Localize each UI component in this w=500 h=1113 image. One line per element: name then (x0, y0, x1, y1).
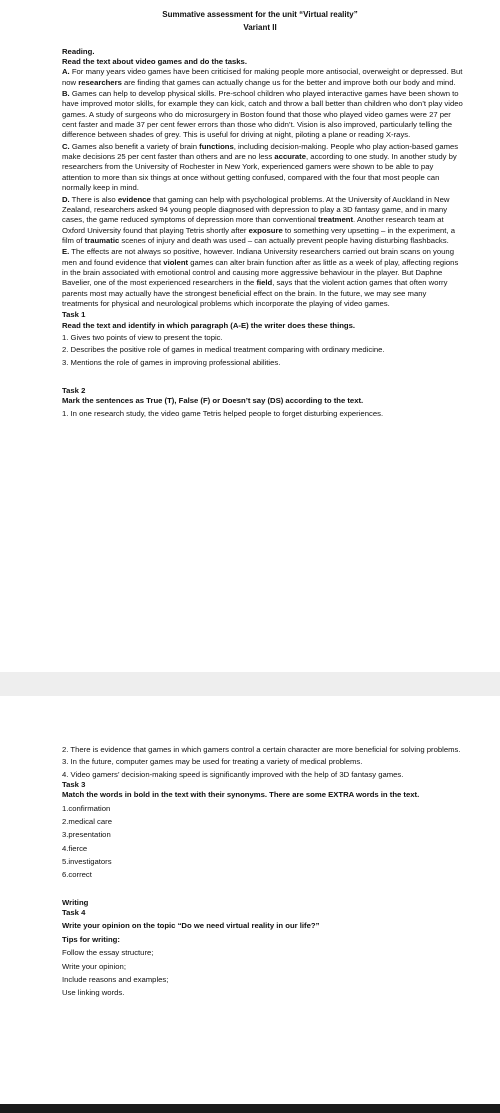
paragraph-text: For many years video games have been criticised for making people more antisocial, overweight or depressed. But now (62, 67, 463, 87)
synonym-item: 4.fierce (62, 843, 88, 853)
paragraph-text: Games can help to develop physical skills. Pre-school children who played interactive games have been shown to have improved motor skills, for example they can kick, catch and throw a ball better than children who don’t play video games. A study of surgeons who do microsurgery in Boston found that those who played video games were 27 per cent faster and made 37 per cent fewer errors than those who didn’t. Vision is also improved, particularly telling the difference between shades of grey. This is useful for driving at night, piloting a plane or reading X-rays. (62, 89, 463, 140)
document-variant: Variant II (243, 23, 277, 33)
tip-item: Include reasons and examples; (62, 974, 169, 984)
bold-word: functions (199, 141, 234, 151)
paragraph-text: , according to one study. In another study by researchers from the University of Rochester in New York, experienced gamers were shown to be able to pay attention to more than six things at once without getting confused, compared with the four that most people can normally keep in mind. (62, 152, 457, 193)
bottom-edge-bar (0, 1104, 500, 1113)
tips-list (62, 948, 464, 998)
paragraph-letter: A. (62, 67, 70, 77)
paragraph-text: Games also benefit a variety of brain (69, 141, 200, 151)
paragraph-text: There is also (69, 194, 118, 204)
reading-instruction: Read the text about video games and do the tasks. (62, 57, 247, 67)
bold-word: evidence (117, 194, 151, 204)
bold-word: violent (163, 257, 189, 267)
paragraph-text: The effects are not always so positive, however. Indiana University researchers carried out brain scans on young men and found evidence that (62, 247, 454, 267)
paragraph-text: games can alter brain function after as little as a week of play, affecting regions in the brain associated with emotional control and causing more aggressive behaviour in the player. But Daphne Bavelier, one of the most experienced researchers in the (62, 257, 459, 288)
task2-heading: Task 2 (62, 386, 86, 395)
paragraph-text: that gaming can help with psychological problems. At the University of Auckland in New Zealand, researchers asked 94 young people diagnosed with depression to play a 3D fantasy game, and in many cases, the game reduced symptoms of depression more than conventional (62, 194, 450, 225)
task4-instruction: Write your opinion on the topic “Do we need virtual reality in our life?” (62, 921, 320, 931)
task3-instruction: Match the words in bold in the text with their synonyms. There are some EXTRA words in the text. (62, 790, 420, 800)
task2-item: 4. Video gamers’ decision-making speed is significantly improved with the help of 3D fantasy games. (62, 769, 404, 779)
paragraph-e (62, 247, 464, 309)
task1-item: 1. Gives two points of view to present the topic. (62, 332, 223, 342)
bold-word: treatment (317, 215, 353, 225)
task1-item: 2. Describes the positive role of games in medical treatment comparing with ordinary medicine. (62, 345, 385, 355)
document-page-2 (0, 696, 500, 1104)
bold-word: traumatic (84, 235, 120, 245)
task2-item: 3. In the future, computer games may be used for treating a variety of medical problems. (62, 757, 363, 767)
task1-heading: Task 1 (62, 310, 86, 320)
synonym-list (62, 804, 464, 881)
tips-heading: Tips for writing: (62, 934, 120, 944)
page-gap (0, 672, 500, 696)
task4-heading: Task 4 (62, 908, 86, 918)
document-title: Summative assessment for the unit “Virtual reality” (162, 10, 358, 19)
paragraph-letter: C. (62, 141, 70, 151)
tip-item: Write your opinion; (62, 961, 126, 971)
bold-word: researchers (78, 77, 122, 87)
paragraph-b (62, 89, 464, 141)
bold-word: field (256, 278, 273, 288)
synonym-item: 6.correct (62, 870, 92, 880)
paragraph-c (62, 142, 464, 194)
synonym-item: 5.investigators (62, 857, 112, 867)
task3-heading: Task 3 (62, 780, 86, 790)
page-1-content (62, 10, 464, 419)
synonym-item: 3.presentation (62, 830, 111, 840)
bold-word: accurate (274, 152, 307, 162)
bold-word: exposure (248, 225, 283, 235)
paragraph-text: , says that the violent action games that often worry parents most may actually have the strongest beneficial effect on the brain. In the future, we may see many treatments for physical and neurological problems which incorporate the playing of video games. (62, 278, 448, 308)
paragraph-text: to something very upsetting – in the experiment, a film of (62, 225, 455, 245)
paragraph-letter: B. (62, 89, 70, 99)
paragraph-text: . Another research team at Oxford University found that playing Tetris shortly after (62, 215, 444, 235)
page-2-content (62, 743, 464, 1002)
task1-instruction: Read the text and identify in which paragraph (A-E) the writer does these things. (62, 320, 356, 330)
paragraph-letter: D. (62, 194, 70, 204)
task2-item: 2. There is evidence that games in which gamers control a certain character are more beneficial for solving problems. (62, 745, 461, 754)
synonym-item: 2.medical care (62, 817, 112, 827)
paragraph-a (62, 67, 464, 88)
paragraph-letter: E. (62, 247, 70, 257)
tip-item: Follow the essay structure; (62, 948, 154, 958)
task2-item: 1. In one research study, the video game Tetris helped people to forget disturbing experiences. (62, 408, 384, 418)
paragraph-text: are finding that games can actually change us for the better and improve both our body and mind. (121, 77, 456, 87)
task2-instruction: Mark the sentences as True (T), False (F) or Doesn’t say (DS) according to the text. (62, 396, 364, 406)
synonym-item: 1.confirmation (62, 803, 111, 813)
reading-heading: Reading. (62, 46, 95, 56)
task1-item: 3. Mentions the role of games in improving professional abilities. (62, 357, 281, 367)
paragraph-text: , including decision-making. People who play action-based games make decisions 25 per cent faster than others and are no less (62, 141, 459, 162)
writing-heading: Writing (62, 897, 89, 907)
tip-item: Use linking words. (62, 988, 125, 998)
paragraph-text: scenes of injury and death was used – can actually prevent people having disturbing flashbacks. (119, 235, 449, 245)
paragraph-d (62, 195, 464, 247)
